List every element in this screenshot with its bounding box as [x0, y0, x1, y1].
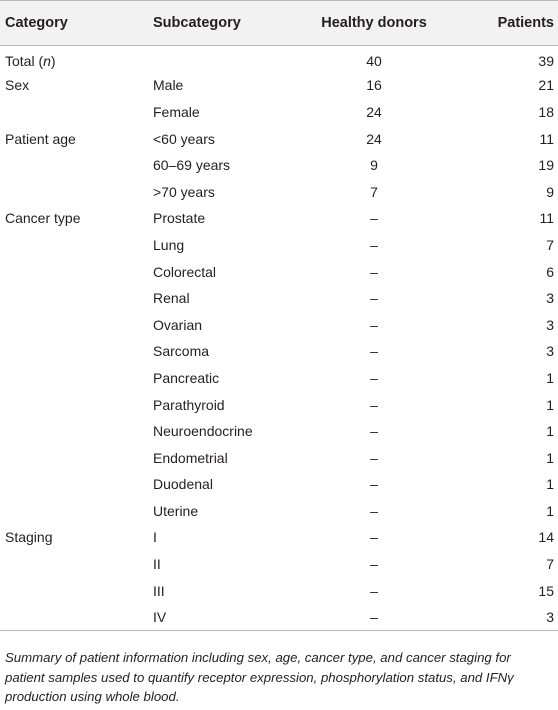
- cell-subcategory: 60–69 years: [153, 157, 231, 174]
- table-row: [0, 498, 558, 525]
- table-row: [0, 444, 558, 471]
- cell-healthy-donors: –: [311, 604, 437, 631]
- table-row: [0, 418, 558, 445]
- table-row: [0, 311, 558, 338]
- cell-subcategory: Sarcoma: [153, 343, 210, 360]
- cell-category: [0, 99, 153, 126]
- table-row: [0, 99, 558, 126]
- cell-category: [0, 604, 153, 631]
- cell-healthy-donors: –: [370, 476, 378, 493]
- cell-subcategory: Parathyroid: [153, 396, 225, 413]
- cell-category: [0, 311, 153, 338]
- cell-patients: 7: [546, 236, 554, 253]
- cell-healthy-donors: –: [370, 290, 378, 307]
- header-category: Category: [0, 1, 153, 46]
- cell-patients: 6: [546, 263, 554, 280]
- cell-healthy-donors: –: [370, 529, 378, 546]
- cell-healthy-donors: –: [370, 343, 378, 360]
- cell-patients: 1: [546, 476, 554, 493]
- cell-category: Staging: [5, 529, 53, 546]
- cell-subcategory: I: [153, 529, 157, 546]
- cell-category: [0, 178, 153, 205]
- cell-category: [0, 365, 153, 392]
- cell-subcategory: Male: [153, 77, 184, 94]
- cell-patients: 3: [437, 604, 558, 631]
- cell-category: [0, 418, 153, 445]
- header-row: [0, 1, 558, 46]
- cell-patients: 19: [538, 157, 554, 174]
- cell-healthy-donors: –: [370, 396, 378, 413]
- cell-subcategory: <60 years: [153, 130, 215, 147]
- cell-category: Cancer type: [5, 210, 81, 227]
- cell-subcategory: Uterine: [153, 502, 199, 519]
- cell-subcategory: Neuroendocrine: [153, 423, 253, 440]
- cell-subcategory: Pancreatic: [153, 369, 220, 386]
- header-subcategory: Subcategory: [153, 1, 311, 46]
- table-row: [0, 604, 558, 631]
- cell-category: [0, 232, 153, 259]
- table-row: [0, 72, 558, 99]
- cell-subcategory: IV: [153, 604, 311, 631]
- cell-healthy-donors: –: [370, 556, 378, 573]
- cell-category: [0, 152, 153, 179]
- cell-patients: 1: [546, 449, 554, 466]
- cell-healthy-donors: –: [370, 369, 378, 386]
- cell-patients: 3: [546, 343, 554, 360]
- cell-patients: 1: [546, 396, 554, 413]
- cell-healthy-donors: –: [370, 236, 378, 253]
- cell-healthy-donors: –: [370, 582, 378, 599]
- cell-healthy-donors: –: [370, 263, 378, 280]
- table-row: [0, 258, 558, 285]
- header-healthy-donors: Healthy donors: [311, 1, 437, 46]
- cell-patients: 1: [546, 502, 554, 519]
- cell-subcategory: Colorectal: [153, 263, 217, 280]
- table-body: [0, 46, 558, 631]
- table-row: [0, 365, 558, 392]
- cell-subcategory: Prostate: [153, 210, 206, 227]
- table-row: [0, 205, 558, 232]
- cell-healthy-donors: 16: [366, 77, 382, 94]
- cell-patients: 1: [546, 369, 554, 386]
- table-row: [0, 577, 558, 604]
- cell-patients: 7: [546, 556, 554, 573]
- cell-healthy-donors: –: [370, 502, 378, 519]
- cell-category: [0, 258, 153, 285]
- cell-category: [0, 471, 153, 498]
- table-row: [0, 46, 558, 73]
- cell-category: [0, 391, 153, 418]
- cell-subcategory: Lung: [153, 236, 185, 253]
- cell-category: Patient age: [5, 130, 76, 147]
- cell-patients: 21: [538, 77, 554, 94]
- cell-subcategory: III: [153, 582, 165, 599]
- cell-subcategory: Ovarian: [153, 316, 203, 333]
- cell-healthy-donors: 40: [366, 53, 382, 70]
- cell-patients: 14: [538, 529, 554, 546]
- cell-patients: 1: [546, 423, 554, 440]
- cell-subcategory: Duodenal: [153, 476, 213, 493]
- table-header: [0, 1, 558, 46]
- cell-subcategory: Renal: [153, 290, 190, 307]
- cell-healthy-donors: 7: [370, 183, 378, 200]
- cell-category: [0, 444, 153, 471]
- cell-category: [0, 577, 153, 604]
- cell-patients: 3: [546, 290, 554, 307]
- cell-patients: 11: [539, 210, 554, 227]
- cell-healthy-donors: 9: [370, 157, 378, 174]
- cell-patients: 39: [538, 53, 554, 70]
- header-patients: Patients: [437, 1, 558, 46]
- table-row: [0, 232, 558, 259]
- table-row: [0, 152, 558, 179]
- cell-subcategory: Female: [153, 103, 200, 120]
- cell-healthy-donors: –: [370, 210, 378, 227]
- table-row: [0, 524, 558, 551]
- cell-healthy-donors: 24: [366, 103, 382, 120]
- cell-patients: 9: [546, 183, 554, 200]
- cell-healthy-donors: –: [370, 449, 378, 466]
- cell-subcategory: Endometrial: [153, 449, 228, 466]
- table-caption: Summary of patient information including sex, age, cancer type, and cancer staging for patient samples used to quantify receptor expression, phosphorylation status, and IFNγ production using whole blood.: [5, 650, 514, 704]
- table-row: [0, 285, 558, 312]
- table-row: [0, 178, 558, 205]
- table-row: [0, 471, 558, 498]
- cell-category: [0, 498, 153, 525]
- cell-patients: 3: [546, 316, 554, 333]
- cell-subcategory: >70 years: [153, 183, 215, 200]
- cell-subcategory: II: [153, 556, 161, 573]
- cell-category: [0, 338, 153, 365]
- table-row: [0, 391, 558, 418]
- table-row: [0, 551, 558, 578]
- cell-healthy-donors: –: [370, 423, 378, 440]
- cell-category: [0, 285, 153, 312]
- cell-category: [0, 551, 153, 578]
- cell-subcategory: [153, 46, 311, 73]
- cell-category: Sex: [5, 77, 30, 94]
- cell-healthy-donors: –: [370, 316, 378, 333]
- cell-patients: 11: [539, 130, 554, 147]
- cell-category: Total (n): [5, 53, 56, 70]
- cell-healthy-donors: 24: [366, 130, 382, 147]
- table-row: [0, 125, 558, 152]
- cell-patients: 15: [538, 582, 554, 599]
- cell-patients: 18: [538, 103, 554, 120]
- table-row: [0, 338, 558, 365]
